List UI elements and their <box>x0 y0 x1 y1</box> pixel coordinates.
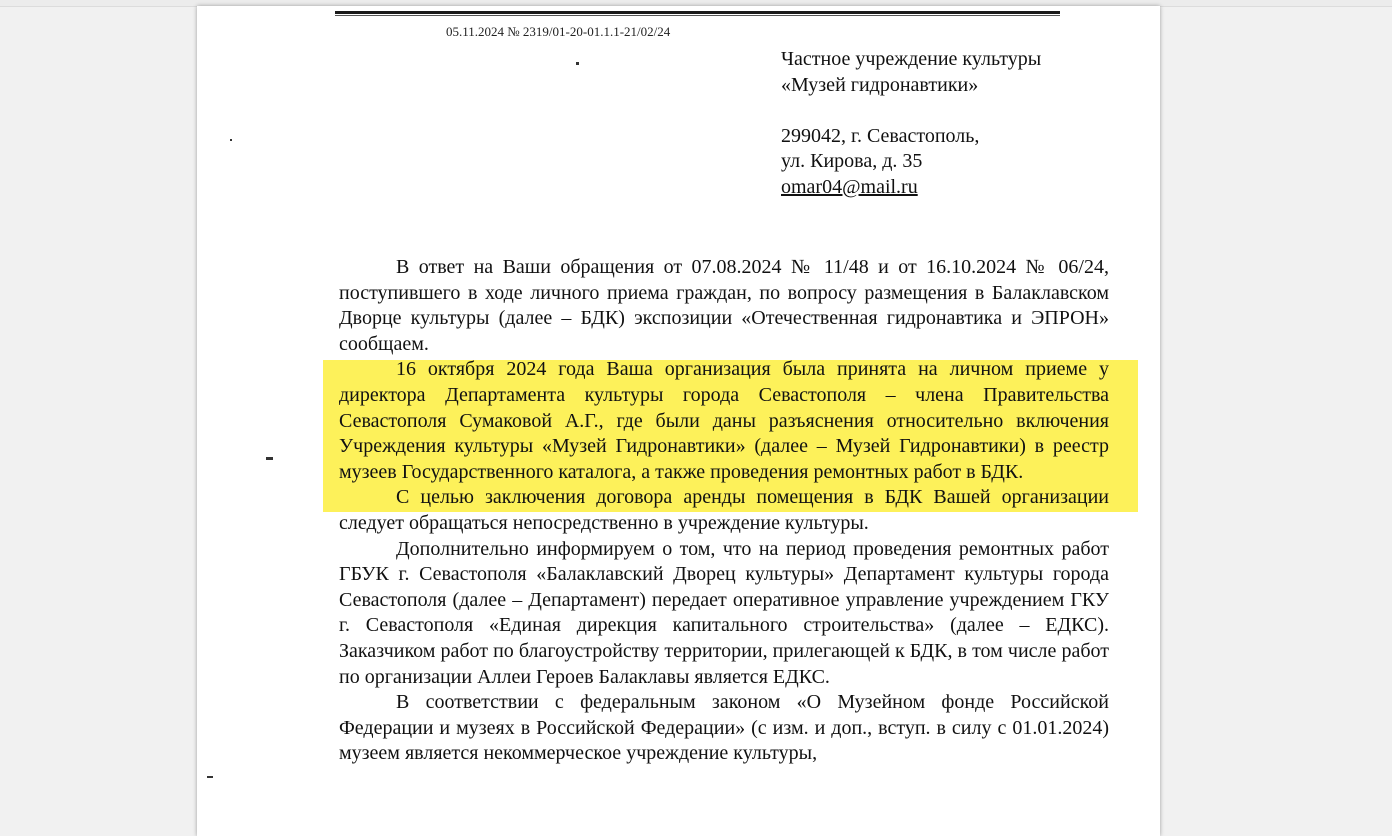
header-rule-thin <box>335 15 1060 16</box>
scan-speck <box>230 139 232 141</box>
letter-body <box>339 255 1109 767</box>
paragraph-response-intro: В ответ на Ваши обращения от 07.08.2024 № 11/48 и от 16.10.2024 № 06/24, поступившего в ходе личного приема граждан, по вопросу размещения в Балаклавском Дворце культуры (далее – БДК) экспозиции «Отечественная гидронавтика и ЭПРОН» сообщаем. <box>339 256 1109 355</box>
addressee-email: omar04@mail.ru <box>781 175 918 198</box>
registration-number: 05.11.2024 № 2319/01-20-01.1.1-21/02/24 <box>446 24 671 39</box>
paragraph-federal-law: В соответствии с федеральным законом «О Музейном фонде Российской Федерации и музеях в Российской Федерации» (с изм. и доп., вступ. в силу с 01.01.2024) музеем является некоммерческое учреждение культуры, <box>339 691 1109 765</box>
addressee-org-name: «Музей гидронавтики» <box>781 73 979 96</box>
header-rule <box>335 11 1060 14</box>
addressee-block <box>781 47 1041 200</box>
paragraph-lease-agreement: С целью заключения договора аренды помещения в БДК Вашей организации следует обращаться непосредственно в учреждение культуры. <box>339 486 1109 534</box>
paragraph-repair-works: Дополнительно информируем о том, что на период проведения ремонтных работ ГБУК г. Севастополя «Балаклавский Дворец культуры» Департамент культуры города Севастополя (далее – Департамент) передает оперативное управление учреждением ГКУ г. Севастополя «Единая дирекция капитального строительства» (далее – ЕДКС). Заказчиком работ по благоустройству территории, прилегающей к БДК, в том числе работ по организации Аллеи Героев Балаклавы является ЕДКС. <box>339 537 1109 688</box>
addressee-address-city: 299042, г. Севастополь, <box>781 124 980 147</box>
scan-speck <box>576 62 579 65</box>
addressee-address-street: ул. Кирова, д. 35 <box>781 150 923 172</box>
scan-speck <box>207 776 213 778</box>
document-page <box>197 6 1160 836</box>
addressee-org-type: Частное учреждение культуры <box>781 48 1042 70</box>
paragraph-personal-reception: 16 октября 2024 года Ваша организация была принята на личном приеме у директора Департамента культуры города Севастополя – члена Правительства Севастополя Сумаковой А.Г., где были даны разъяснения относительно включения Учреждения культуры «Музей Гидронавтики» (далее – Музей Гидронавтики) в реестр музеев Государственного каталога, а также проведения ремонтных работ в БДК. <box>339 358 1109 483</box>
scan-speck <box>266 457 273 460</box>
